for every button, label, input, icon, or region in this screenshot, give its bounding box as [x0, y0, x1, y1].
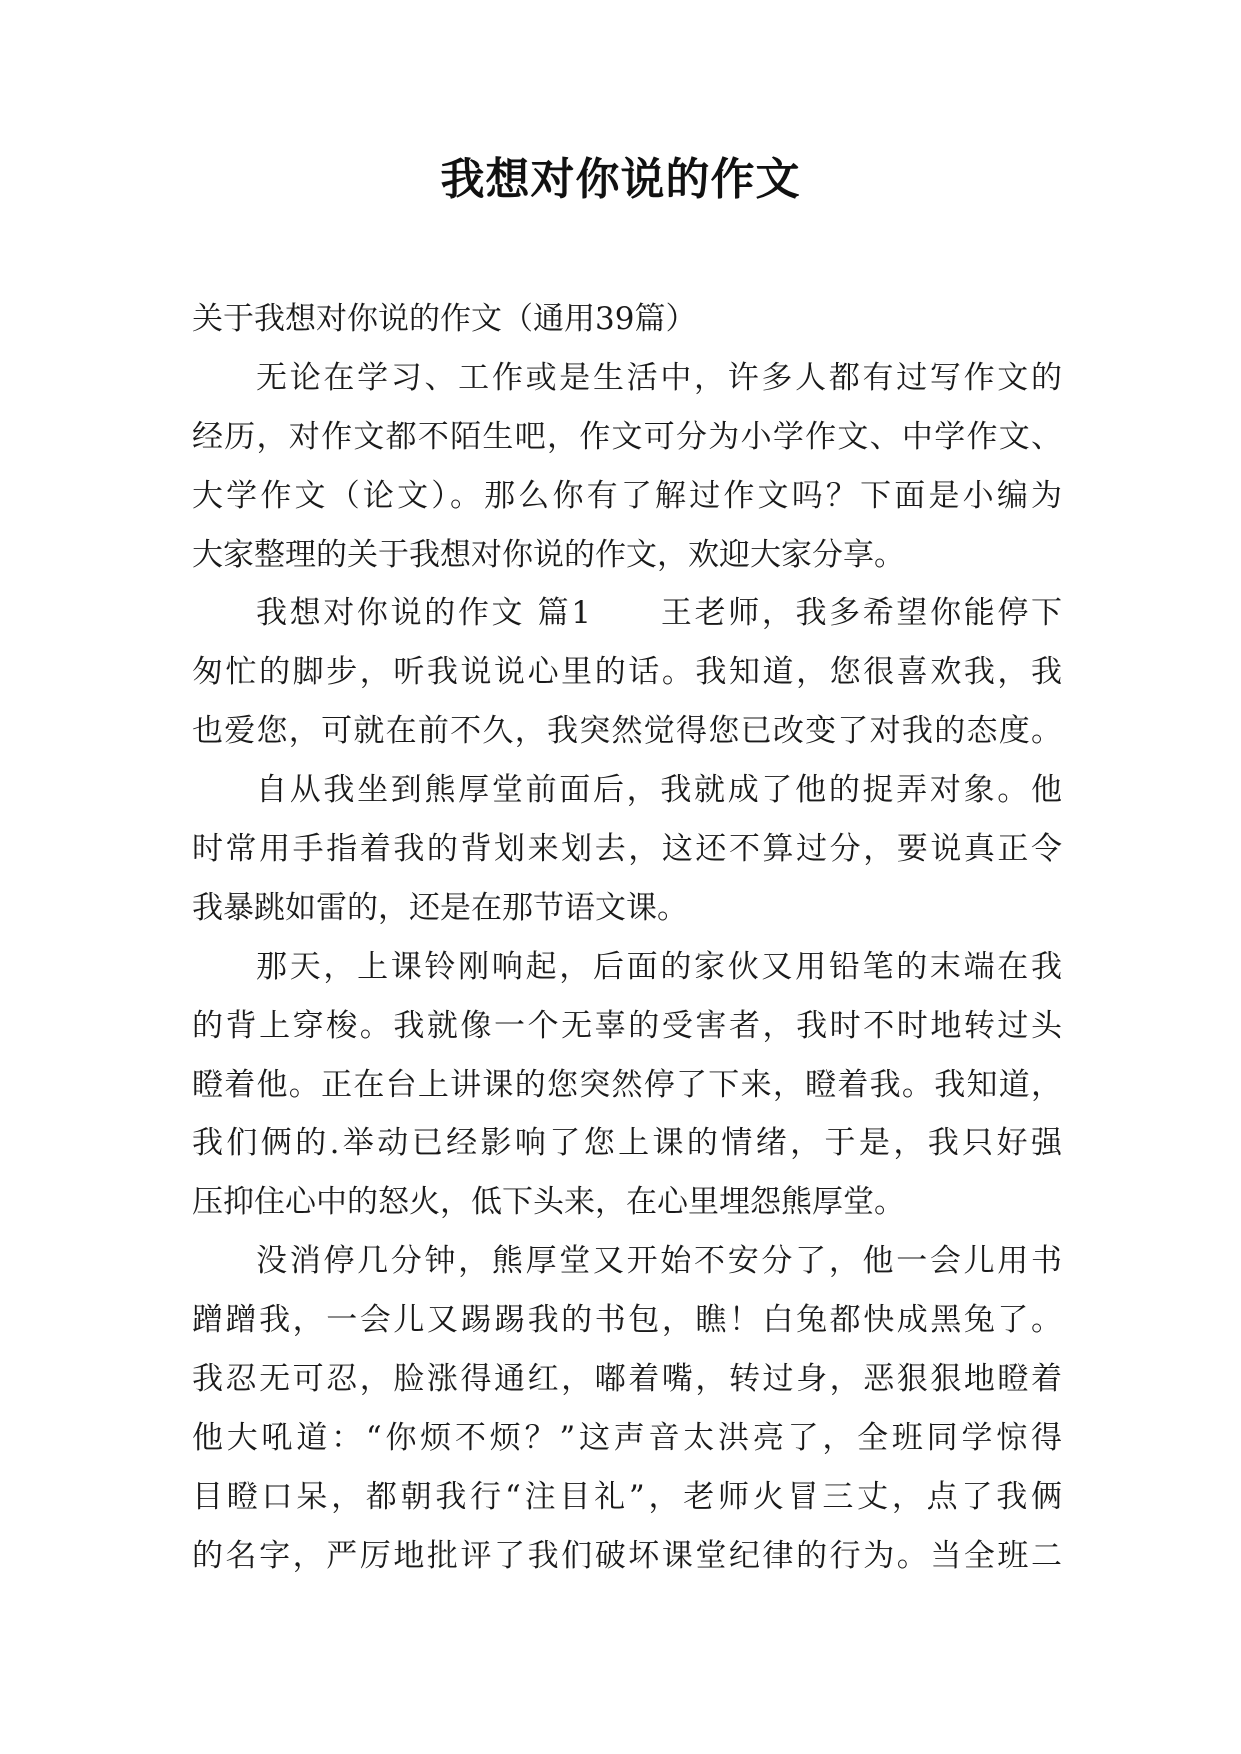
document-title: 我想对你说的作文	[440, 154, 801, 205]
body-line: 也爱您，可就在前不久，我突然觉得您已改变了对我的态度。	[192, 713, 1062, 750]
body-line: 大学作文（论文）。那么你有了解过作文吗？下面是小编为	[192, 477, 1062, 514]
body-line: 瞪着他。正在台上讲课的您突然停了下来，瞪着我。我知道，	[192, 1066, 1062, 1103]
body-line: 我想对你说的作文 篇1 王老师，我多希望你能停下	[256, 595, 1062, 632]
body-line: 大家整理的关于我想对你说的作文，欢迎大家分享。	[192, 536, 905, 573]
body-line: 关于我想对你说的作文（通用39篇）	[192, 301, 697, 337]
body-line: 他大吼道：“你烦不烦？”这声音太洪亮了，全班同学惊得	[192, 1419, 1062, 1456]
body-line: 的名字，严厉地批评了我们破坏课堂纪律的行为。当全班二	[192, 1537, 1062, 1574]
body-line: 我忍无可忍，脸涨得通红，嘟着嘴，转过身，恶狠狠地瞪着	[192, 1361, 1062, 1398]
body-line: 自从我坐到熊厚堂前面后，我就成了他的捉弄对象。他	[256, 772, 1062, 809]
body-line: 我暴跳如雷的，还是在那节语文课。	[192, 889, 688, 926]
body-line: 压抑住心中的怒火，低下头来，在心里埋怨熊厚堂。	[192, 1184, 905, 1221]
body-line: 那天，上课铃刚响起，后面的家伙又用铅笔的末端在我	[256, 948, 1062, 985]
body-line: 无论在学习、工作或是生活中，许多人都有过写作文的	[256, 359, 1062, 396]
body-line: 没消停几分钟，熊厚堂又开始不安分了，他一会儿用书	[256, 1243, 1062, 1280]
body-line: 目瞪口呆，都朝我行“注目礼”，老师火冒三丈，点了我俩	[192, 1478, 1062, 1515]
body-line: 的背上穿梭。我就像一个无辜的受害者，我时不时地转过头	[192, 1007, 1062, 1044]
document-body	[192, 290, 1062, 1586]
body-line: 匆忙的脚步，听我说说心里的话。我知道，您很喜欢我，我	[192, 654, 1062, 691]
body-line: 蹭蹭我，一会儿又踢踢我的书包，瞧！白兔都快成黑兔了。	[192, 1302, 1062, 1339]
body-line: 我们俩的.举动已经影响了您上课的情绪，于是，我只好强	[192, 1125, 1062, 1162]
body-line: 经历，对作文都不陌生吧，作文可分为小学作文、中学作文、	[192, 418, 1062, 455]
body-line: 时常用手指着我的背划来划去，这还不算过分，要说真正令	[192, 831, 1062, 868]
